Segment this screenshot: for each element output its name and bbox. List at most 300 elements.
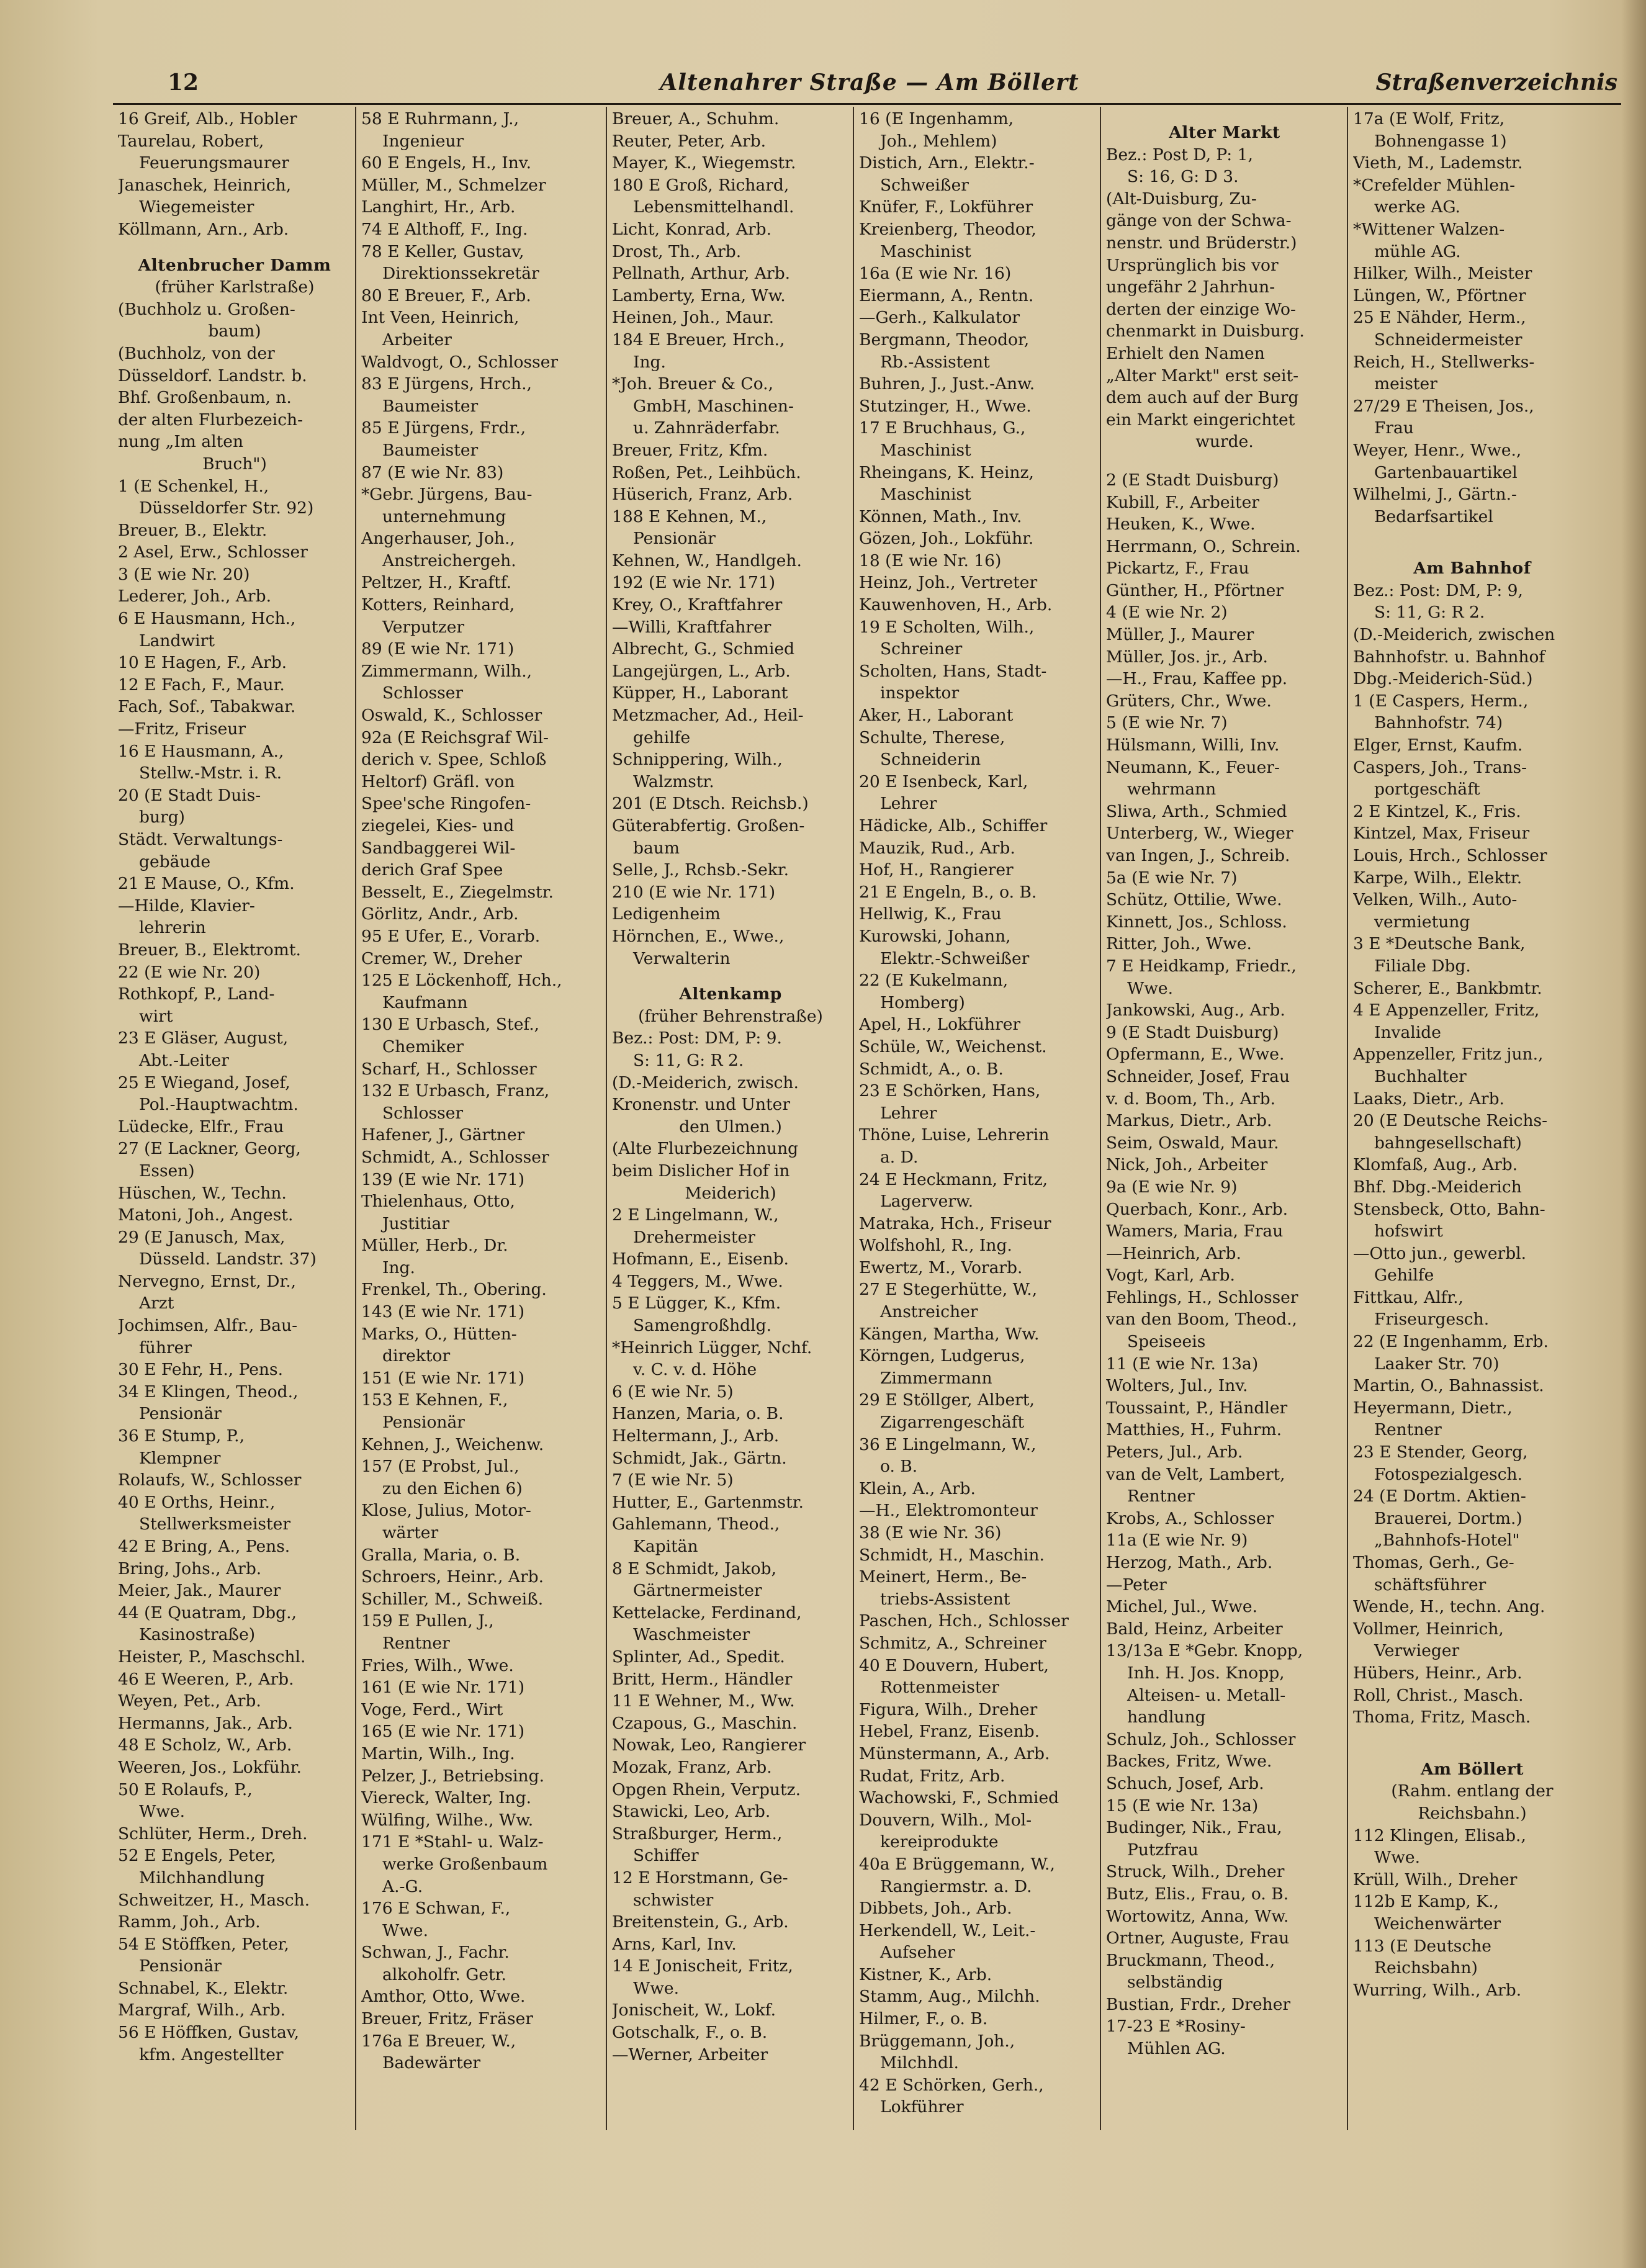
directory-line: 125 E Löckenhoff, Hch., <box>361 971 562 991</box>
directory-line: 20 (E Deutsche Reichs- <box>1353 1111 1548 1131</box>
street-heading: Am Bahnhof <box>1413 559 1531 578</box>
directory-line: Landwirt <box>139 631 215 650</box>
directory-line: Angerhauser, Joh., <box>361 529 515 549</box>
directory-line: Stamm, Aug., Milchh. <box>859 1987 1040 2007</box>
directory-line: GmbH, Maschinen- <box>633 396 794 416</box>
directory-line: 151 (E wie Nr. 171) <box>361 1368 525 1388</box>
directory-line: v. C. v. d. Höhe <box>633 1360 757 1380</box>
directory-line: Feuerungsmaurer <box>139 153 289 173</box>
directory-line: Kintzel, Max, Friseur <box>1353 824 1530 844</box>
directory-line: Pensionär <box>139 1404 222 1424</box>
directory-line: 10 E Hagen, F., Arb. <box>118 653 287 673</box>
directory-line: Margraf, Wilh., Arb. <box>118 2000 286 2020</box>
directory-column-4 <box>854 107 1101 2130</box>
directory-line: 3 (E wie Nr. 20) <box>118 564 250 584</box>
directory-line: 20 (E Stadt Duis- <box>118 785 261 805</box>
directory-line: Michel, Jul., Wwe. <box>1106 1597 1257 1617</box>
directory-line: Scherer, E., Bankbmtr. <box>1353 978 1542 998</box>
directory-line: Nick, Joh., Arbeiter <box>1106 1155 1268 1175</box>
directory-line: 36 E Lingelmann, W., <box>859 1434 1037 1454</box>
directory-line: Martin, Wilh., Ing. <box>361 1744 515 1763</box>
directory-line: 54 E Stöffken, Peter, <box>118 1934 289 1954</box>
directory-line: Reich, H., Stellwerks- <box>1353 352 1535 372</box>
directory-line: Friseurgesch. <box>1374 1310 1490 1330</box>
directory-line: Jonischeit, W., Lokf. <box>612 2000 776 2020</box>
directory-line: selbständig <box>1127 1973 1223 1992</box>
directory-line: Rentner <box>1374 1420 1442 1440</box>
directory-column-5 <box>1101 107 1348 2130</box>
directory-line: Hafener, J., Gärtner <box>361 1125 525 1145</box>
directory-line: Ritter, Joh., Wwe. <box>1106 934 1252 954</box>
directory-line: Reichsbahn.) <box>1418 1803 1527 1823</box>
directory-line: Paschen, Hch., Schlosser <box>859 1611 1069 1631</box>
directory-line: Schnabel, K., Elektr. <box>118 1978 289 1998</box>
directory-line: 17-23 E *Rosiny- <box>1106 2017 1246 2036</box>
directory-line: 3 E *Deutsche Bank, <box>1353 934 1526 954</box>
directory-line: 2 (E Stadt Duisburg) <box>1106 470 1279 490</box>
directory-line: Metzmacher, Ad., Heil- <box>612 706 804 726</box>
directory-line: Vollmer, Heinrich, <box>1353 1619 1504 1639</box>
directory-line: Pensionär <box>139 1956 222 1976</box>
directory-line: van Ingen, J., Schreib. <box>1106 846 1290 865</box>
directory-line: unternehmung <box>382 506 506 526</box>
directory-line: Rudat, Fritz, Arb. <box>859 1766 1005 1786</box>
directory-line: Pensionär <box>633 529 716 549</box>
directory-line: Hellwig, K., Frau <box>859 904 1002 924</box>
directory-line: den Ulmen.) <box>679 1117 782 1136</box>
directory-line: 36 E Stump, P., <box>118 1426 245 1446</box>
directory-line: Velken, Wilh., Auto- <box>1353 890 1518 910</box>
directory-line: Unterberg, W., Wieger <box>1106 824 1293 844</box>
directory-line: Kistner, K., Arb. <box>859 1964 992 1984</box>
directory-line: Verwieger <box>1374 1641 1460 1661</box>
directory-line: mühle AG. <box>1374 241 1461 261</box>
directory-line: Güterabfertig. Großen- <box>612 816 805 835</box>
directory-line: 12 E Horstmann, Ge- <box>612 1868 788 1888</box>
directory-line: 210 (E wie Nr. 171) <box>612 882 776 902</box>
directory-line: 176 E Schwan, F., <box>361 1899 511 1919</box>
directory-line: Langhirt, Hr., Arb. <box>361 197 516 217</box>
directory-line: 22 (E Kukelmann, <box>859 971 1009 991</box>
directory-line: Essen) <box>139 1161 195 1181</box>
directory-line: Pol.-Hauptwachtm. <box>139 1095 299 1115</box>
directory-line: Können, Math., Inv. <box>859 506 1022 526</box>
directory-line: Knüfer, F., Lokführer <box>859 197 1033 217</box>
directory-line: 7 E Heidkamp, Friedr., <box>1106 956 1297 976</box>
directory-line: ungefähr 2 Jahrhun- <box>1106 277 1275 297</box>
directory-line: Stensbeck, Otto, Bahn- <box>1353 1199 1545 1219</box>
directory-line: Sandbaggerei Wil- <box>361 838 516 858</box>
directory-line: 40 E Orths, Heinr., <box>118 1492 276 1512</box>
directory-line: 23 E Stender, Georg, <box>1353 1442 1528 1462</box>
directory-line: Klose, Julius, Motor- <box>361 1501 531 1521</box>
directory-line: Struck, Wilh., Dreher <box>1106 1862 1285 1882</box>
directory-line: 176a E Breuer, W., <box>361 2031 516 2051</box>
directory-line: Rangiermstr. a. D. <box>880 1876 1032 1896</box>
directory-line: Breuer, Fritz, Fräser <box>361 2009 533 2029</box>
directory-line: Matraka, Hch., Friseur <box>859 1213 1051 1233</box>
directory-line: Thöne, Luise, Lehrerin <box>859 1125 1050 1145</box>
directory-line: 27/29 E Theisen, Jos., <box>1353 396 1534 416</box>
directory-line: 52 E Engels, Peter, <box>118 1846 276 1866</box>
directory-line: Hüserich, Franz, Arb. <box>612 485 793 505</box>
directory-line: v. d. Boom, Th., Arb. <box>1106 1089 1276 1109</box>
directory-line: portgeschäft <box>1374 780 1480 799</box>
street-heading: Am Böllert <box>1420 1759 1524 1779</box>
directory-line: Bez.: Post: DM, P: 9, <box>1353 580 1523 600</box>
directory-line: Lehrer <box>880 794 937 814</box>
directory-line: 30 E Fehr, H., Pens. <box>118 1360 283 1380</box>
directory-line: Schmidt, H., Maschin. <box>859 1545 1045 1565</box>
directory-line: Krey, O., Kraftfahrer <box>612 595 783 615</box>
directory-line: Pensionär <box>382 1413 465 1433</box>
directory-line: 171 E *Stahl- u. Walz- <box>361 1832 544 1852</box>
directory-line: Abt.-Leiter <box>139 1050 229 1070</box>
directory-line: Mayer, K., Wiegemstr. <box>612 153 796 173</box>
directory-line: Louis, Hrch., Schlosser <box>1353 846 1547 865</box>
running-title: Altenahrer Straße — Am Böllert <box>660 70 1079 96</box>
directory-line: 46 E Weeren, P., Arb. <box>118 1669 294 1689</box>
directory-line: Kehnen, W., Handlgeh. <box>612 551 802 570</box>
directory-line: Buhren, J., Just.-Anw. <box>859 374 1035 394</box>
directory-line: gebäude <box>139 852 211 871</box>
directory-line: Köllmann, Arn., Arb. <box>118 219 289 239</box>
directory-line: Viereck, Walter, Ing. <box>361 1788 531 1808</box>
directory-line: 201 (E Dtsch. Reichsb.) <box>612 794 809 814</box>
directory-line: Distich, Arn., Elektr.- <box>859 153 1035 173</box>
directory-line: Samengroßhdlg. <box>633 1316 772 1336</box>
directory-line: Roßen, Pet., Leihbüch. <box>612 462 801 482</box>
directory-line: Maschinist <box>880 485 971 505</box>
directory-line: chenmarkt in Duisburg. <box>1106 322 1305 341</box>
directory-line: Baumeister <box>382 396 479 416</box>
directory-line: Jankowski, Aug., Arb. <box>1106 1001 1285 1020</box>
directory-line: baum) <box>208 322 261 341</box>
directory-line: Reichsbahn) <box>1374 1958 1478 1978</box>
directory-line: Splinter, Ad., Spedit. <box>612 1647 785 1667</box>
directory-line: Schlosser <box>382 1103 464 1123</box>
directory-line: Wende, H., techn. Ang. <box>1353 1597 1545 1617</box>
directory-line: Gralla, Maria, o. B. <box>361 1545 521 1565</box>
directory-line: Schlosser <box>382 683 464 703</box>
directory-line: Dibbets, Joh., Arb. <box>859 1899 1012 1919</box>
street-heading: Alter Markt <box>1169 123 1280 142</box>
directory-line: Arbeiter <box>382 330 452 349</box>
directory-line: Brüggemann, Joh., <box>859 2031 1015 2051</box>
directory-line: —H., Frau, Kaffee pp. <box>1106 669 1288 689</box>
directory-line: 14 E Jonischeit, Fritz, <box>612 1956 793 1976</box>
directory-line: 83 E Jürgens, Hrch., <box>361 374 532 394</box>
directory-line: Laaker Str. 70) <box>1374 1354 1500 1374</box>
directory-line: Schneider, Josef, Frau <box>1106 1066 1290 1086</box>
directory-line: alkoholfr. Getr. <box>382 1964 506 1984</box>
directory-line: Albrecht, G., Schmied <box>612 639 795 659</box>
directory-line: Heltermann, J., Arb. <box>612 1426 780 1446</box>
directory-line: 188 E Kehnen, M., <box>612 506 767 526</box>
directory-line: S: 11, G: R 2. <box>633 1050 744 1070</box>
street-heading: Altenbrucher Damm <box>138 255 331 275</box>
directory-line: Kauwenhoven, H., Arb. <box>859 595 1053 615</box>
directory-line: Bhf. Großenbaum, n. <box>118 388 292 408</box>
directory-line: Schweißer <box>880 175 969 195</box>
directory-line: 12 E Fach, F., Maur. <box>118 675 285 695</box>
directory-line: derich Graf Spee <box>361 860 503 880</box>
directory-line: Körngen, Ludgerus, <box>859 1346 1025 1366</box>
directory-line: Pickartz, F., Frau <box>1106 559 1249 578</box>
directory-line: Ortner, Auguste, Frau <box>1106 1928 1290 1948</box>
directory-line: 16a (E wie Nr. 16) <box>859 264 1012 284</box>
directory-line: Gartenbauartikel <box>1374 462 1518 482</box>
directory-line: Selle, J., Rchsb.-Sekr. <box>612 860 789 880</box>
directory-line: Hädicke, Alb., Schiffer <box>859 816 1048 835</box>
directory-line: 15 (E wie Nr. 13a) <box>1106 1796 1259 1816</box>
directory-line: Küpper, H., Laborant <box>612 683 788 703</box>
directory-line: —Fritz, Friseur <box>118 719 246 739</box>
directory-line: Wilhelmi, J., Gärtn.- <box>1353 485 1517 505</box>
directory-line: Heuken, K., Wwe. <box>1106 515 1256 534</box>
directory-line: 21 E Engeln, B., o. B. <box>859 882 1037 902</box>
directory-line: Breuer, Fritz, Kfm. <box>612 440 768 460</box>
directory-line: Hilmer, F., o. B. <box>859 2009 988 2029</box>
directory-line: Homberg) <box>880 992 965 1012</box>
directory-line: Opfermann, E., Wwe. <box>1106 1045 1285 1064</box>
directory-line: 180 E Groß, Richard, <box>612 175 789 195</box>
directory-line: Budinger, Nik., Frau, <box>1106 1818 1282 1838</box>
directory-line: bahngesellschaft) <box>1374 1133 1522 1153</box>
directory-line: —Willi, Kraftfahrer <box>612 617 771 637</box>
directory-line: Ewertz, M., Vorarb. <box>859 1258 1023 1277</box>
directory-line: burg) <box>139 808 186 827</box>
directory-line: Wiegemeister <box>139 197 254 217</box>
directory-line: wirt <box>139 1006 173 1026</box>
directory-line: Wwe. <box>633 1978 680 1998</box>
directory-line: Hof, H., Rangierer <box>859 860 1014 880</box>
directory-line: o. B. <box>880 1457 918 1477</box>
directory-line: Kapitän <box>633 1537 698 1556</box>
directory-line: 2 Asel, Erw., Schlosser <box>118 542 308 562</box>
directory-line: Bruckmann, Theod., <box>1106 1950 1275 1970</box>
directory-line: „Bahnhofs-Hotel" <box>1374 1531 1520 1550</box>
directory-line: Seim, Oswald, Maur. <box>1106 1133 1279 1153</box>
directory-line: Ing. <box>633 352 666 372</box>
directory-line: Kettelacke, Ferdinand, <box>612 1603 802 1622</box>
directory-line: Milchhdl. <box>880 2053 959 2073</box>
directory-line: Aker, H., Laborant <box>859 706 1014 726</box>
directory-line: 25 E Wiegand, Josef, <box>118 1073 290 1092</box>
directory-line: kereiprodukte <box>880 1832 999 1852</box>
directory-line: Mauzik, Rud., Arb. <box>859 838 1015 858</box>
directory-line: 29 (E Janusch, Max, <box>118 1227 286 1247</box>
directory-line: Breitenstein, G., Arb. <box>612 1912 789 1932</box>
directory-line: Buchhalter <box>1374 1066 1467 1086</box>
directory-line: Matthies, H., Fuhrm. <box>1106 1420 1282 1440</box>
directory-line: Chemiker <box>382 1037 464 1056</box>
directory-line: schwister <box>633 1890 714 1910</box>
directory-line: Breuer, B., Elektromt. <box>118 940 301 960</box>
directory-line: 4 E Appenzeller, Fritz, <box>1353 1001 1540 1020</box>
directory-line: Kehnen, J., Weichenw. <box>361 1434 544 1454</box>
directory-line: Schmidt, A., o. B. <box>859 1059 1004 1079</box>
directory-line: 1 (E Schenkel, H., <box>118 476 269 496</box>
directory-line: Scholten, Hans, Stadt- <box>859 661 1047 681</box>
directory-line: 85 E Jürgens, Frdr., <box>361 418 526 438</box>
directory-line: 7 (E wie Nr. 5) <box>612 1470 734 1490</box>
directory-line: Straßburger, Herm., <box>612 1824 783 1843</box>
directory-line: Fehlings, H., Schlosser <box>1106 1287 1298 1307</box>
directory-line: Kreienberg, Theodor, <box>859 219 1037 239</box>
directory-line: Invalide <box>1374 1022 1441 1042</box>
directory-line: 5a (E wie Nr. 7) <box>1106 868 1238 888</box>
directory-line: Apel, H., Lokführer <box>859 1015 1021 1035</box>
directory-line: beim Dislicher Hof in <box>612 1161 790 1181</box>
directory-line: Lagerverw. <box>880 1192 973 1212</box>
directory-line: gänge von der Schwa- <box>1106 211 1292 231</box>
directory-line: Rentner <box>382 1633 450 1653</box>
directory-line: Direktionssekretär <box>382 264 539 284</box>
directory-line: derich v. Spee, Schloß <box>361 750 547 770</box>
directory-line: Laaks, Dietr., Arb. <box>1353 1089 1504 1109</box>
directory-line: Drost, Th., Arb. <box>612 241 742 261</box>
directory-line: Düsseld. Landstr. 37) <box>139 1249 317 1269</box>
directory-line: Kängen, Martha, Ww. <box>859 1324 1040 1344</box>
directory-line: Wwe. <box>139 1802 186 1822</box>
directory-line: 4 Teggers, M., Wwe. <box>612 1271 783 1291</box>
directory-line: Scharf, H., Schlosser <box>361 1059 537 1079</box>
directory-line: 113 (E Deutsche <box>1353 1936 1491 1956</box>
directory-line: 165 (E wie Nr. 171) <box>361 1722 525 1742</box>
directory-line: Thomas, Gerh., Ge- <box>1353 1553 1514 1572</box>
directory-line: Weyen, Pet., Arb. <box>118 1691 261 1711</box>
directory-line: Filiale Dbg. <box>1374 956 1471 976</box>
directory-line: Rheingans, K. Heinz, <box>859 462 1034 482</box>
directory-line: Nervegno, Ernst, Dr., <box>118 1271 297 1291</box>
directory-line: Kasinostraße) <box>139 1625 256 1645</box>
directory-line: 19 E Scholten, Wilh., <box>859 617 1035 637</box>
directory-line: Herzog, Math., Arb. <box>1106 1553 1273 1572</box>
directory-line: Bergmann, Theodor, <box>859 330 1030 349</box>
directory-line: Wortowitz, Anna, Ww. <box>1106 1906 1289 1926</box>
directory-line: werke Großenbaum <box>382 1854 548 1874</box>
directory-line: Lederer, Joh., Arb. <box>118 587 271 606</box>
directory-line: 44 (E Quatram, Dbg., <box>118 1603 297 1622</box>
directory-line: Stellwerksmeister <box>139 1514 291 1534</box>
directory-line: 192 (E wie Nr. 171) <box>612 573 776 593</box>
directory-line: Justitiar <box>382 1213 450 1233</box>
directory-line: 24 (E Dortm. Aktien- <box>1353 1487 1526 1506</box>
directory-line: 184 E Breuer, Hrch., <box>612 330 785 349</box>
directory-line: Ingenieur <box>382 131 464 151</box>
directory-line: Bohnengasse 1) <box>1374 131 1507 151</box>
directory-line: Ramm, Joh., Arb. <box>118 1912 261 1932</box>
directory-line: 40a E Brüggemann, W., <box>859 1854 1055 1874</box>
directory-line: Schmitz, A., Schreiner <box>859 1633 1046 1653</box>
directory-line: Lamberty, Erna, Ww. <box>612 286 786 305</box>
directory-line: (früher Behrenstraße) <box>638 1006 823 1026</box>
directory-line: nung „Im alten <box>118 432 244 452</box>
directory-line: handlung <box>1127 1708 1206 1727</box>
directory-line: Caspers, Joh., Trans- <box>1353 757 1527 777</box>
directory-line: baum <box>633 838 680 858</box>
directory-line: Hutter, E., Gartenmstr. <box>612 1492 804 1512</box>
directory-line: Weichenwärter <box>1374 1914 1501 1933</box>
directory-line: 159 E Pullen, J., <box>361 1611 494 1631</box>
directory-line: Bring, Johs., Arb. <box>118 1559 262 1578</box>
directory-column-6 <box>1348 107 1595 2130</box>
directory-line: Krüll, Wilh., Dreher <box>1353 1870 1518 1889</box>
directory-line: 38 (E wie Nr. 36) <box>859 1523 1002 1542</box>
directory-line: Bruch") <box>202 454 267 474</box>
directory-line: 95 E Ufer, E., Vorarb. <box>361 926 541 946</box>
directory-line: Heister, P., Maschschl. <box>118 1647 306 1667</box>
directory-line: Maschinist <box>880 241 971 261</box>
directory-line: Waldvogt, O., Schlosser <box>361 352 559 372</box>
directory-line: Lehrer <box>880 1103 937 1123</box>
directory-line: wurde. <box>1195 432 1254 452</box>
directory-line: Dbg.-Meiderich-Süd.) <box>1353 669 1533 689</box>
directory-line: Erhielt den Namen <box>1106 343 1265 363</box>
street-heading: Altenkamp <box>679 984 782 1004</box>
directory-line: S: 11, G: R 2. <box>1374 603 1485 623</box>
directory-line: Fach, Sof., Tabakwar. <box>118 697 296 717</box>
directory-line: Wwe. <box>382 1920 429 1940</box>
directory-line: 27 (E Lackner, Georg, <box>118 1139 301 1159</box>
directory-line: Milchhandlung <box>139 1868 265 1888</box>
directory-line: Gärtnermeister <box>633 1581 762 1601</box>
directory-line: Breuer, A., Schuhm. <box>612 109 780 128</box>
directory-line: Meinert, Herm., Be- <box>859 1567 1027 1587</box>
directory-line: wärter <box>382 1523 439 1542</box>
directory-line: Wolters, Jul., Inv. <box>1106 1376 1248 1396</box>
directory-line: Arns, Karl, Inv. <box>612 1934 737 1954</box>
directory-line: Müller, J., Maurer <box>1106 625 1254 645</box>
directory-line: Schuch, Josef, Arb. <box>1106 1773 1264 1793</box>
directory-line: Stellw.-Mstr. i. R. <box>139 763 282 783</box>
directory-line: 89 (E wie Nr. 171) <box>361 639 515 659</box>
directory-line: Müller, Jos. jr., Arb. <box>1106 647 1268 667</box>
directory-line: Hebel, Franz, Eisenb. <box>859 1722 1040 1742</box>
directory-line: 29 E Stöllger, Albert, <box>859 1390 1035 1410</box>
directory-line: Peltzer, H., Kraftf. <box>361 573 512 593</box>
directory-line: Schreiner <box>880 639 963 659</box>
directory-line: Rottenmeister <box>880 1678 999 1698</box>
directory-line: 143 (E wie Nr. 171) <box>361 1302 525 1322</box>
directory-line: Heltorf) Gräfl. von <box>361 772 515 791</box>
directory-line: Mozak, Franz, Arb. <box>612 1757 772 1777</box>
directory-line: schäftsführer <box>1374 1575 1486 1595</box>
directory-line: Schneidermeister <box>1374 330 1522 349</box>
directory-line: S: 16, G: D 3. <box>1127 167 1239 187</box>
directory-line: Markus, Dietr., Arb. <box>1106 1111 1272 1131</box>
directory-line: Elektr.-Schweißer <box>880 948 1030 968</box>
directory-line: Lüngen, W., Pförtner <box>1353 286 1526 305</box>
directory-line: Rolaufs, W., Schlosser <box>118 1470 302 1490</box>
directory-line: Int Veen, Heinrich, <box>361 308 519 328</box>
directory-line: 5 E Lügger, K., Kfm. <box>612 1294 781 1313</box>
directory-line: Matoni, Joh., Angest. <box>118 1205 294 1225</box>
directory-line: 112b E Kamp, K., <box>1353 1892 1499 1912</box>
directory-line: —Peter <box>1106 1575 1167 1595</box>
directory-line: Fittkau, Alfr., <box>1353 1287 1464 1307</box>
page-number: 12 <box>168 70 199 96</box>
directory-line: 78 E Keller, Gustav, <box>361 241 524 261</box>
directory-line: Heinz, Joh., Vertreter <box>859 573 1038 593</box>
directory-line: Reuter, Peter, Arb. <box>612 131 767 151</box>
directory-line: Backes, Fritz, Wwe. <box>1106 1752 1272 1771</box>
directory-line: Ursprünglich bis vor <box>1106 255 1279 275</box>
directory-line: *Gebr. Jürgens, Bau- <box>361 485 533 505</box>
directory-line: Münstermann, A., Arb. <box>859 1744 1050 1763</box>
directory-line: dem auch auf der Burg <box>1106 388 1299 408</box>
